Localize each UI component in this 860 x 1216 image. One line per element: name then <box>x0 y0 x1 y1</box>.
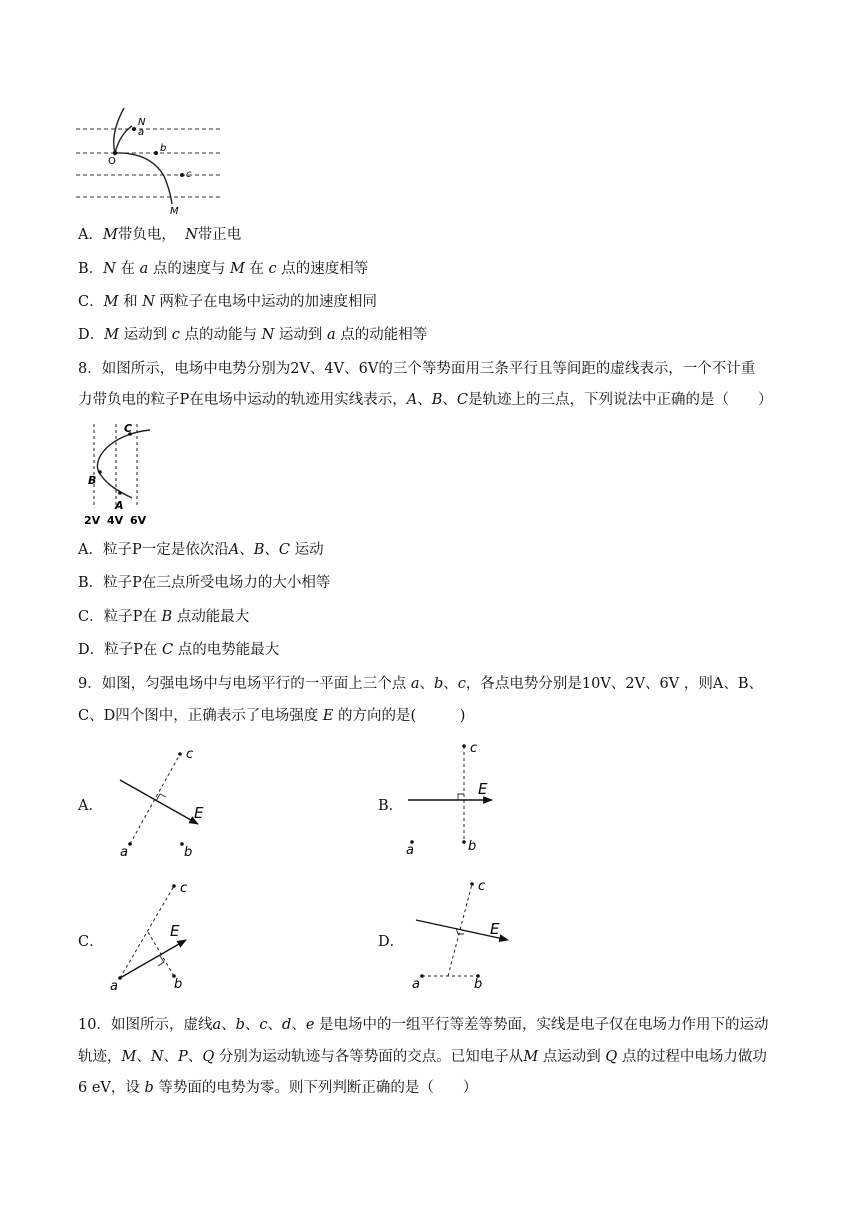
q7-label-b: b <box>160 143 167 154</box>
q7-point-b <box>154 151 158 155</box>
q9d-point-a <box>420 974 424 978</box>
q7-option-b: B．N 在 a 点的速度与 M 在 c 点的速度相等 <box>78 261 369 277</box>
q8-label-2v: 2V <box>84 514 101 527</box>
q9b-right-angle <box>458 794 464 800</box>
q9-figure-d <box>404 876 520 996</box>
q9-option-c-label: C． <box>78 934 104 950</box>
q8-label-6v: 6V <box>130 514 147 527</box>
q8-figure <box>80 420 160 530</box>
q9c-label-c: c <box>180 881 188 896</box>
q8-stem-line-2: 力带负电的粒子P在电场中运动的轨迹用实线表示，A、B、C是轨迹上的三点，下列说法中正确的是（ ） <box>78 392 773 408</box>
q7-label-c: c <box>186 169 192 180</box>
q9d-label-c: c <box>478 879 486 894</box>
q9a-label-c: c <box>186 747 194 762</box>
q8-stem-line-1: 8．如图所示，电场中电势分别为2V、4V、6V的三个等势面用三条平行且等间距的虚线表示，一个不计重 <box>78 361 756 377</box>
q8-point-b <box>98 470 102 474</box>
q8-trajectory <box>97 430 150 498</box>
q9b-label-e: E <box>478 780 488 798</box>
q9-option-a-label: A． <box>78 798 103 814</box>
q8-label-4v: 4V <box>107 514 124 527</box>
q9b-label-a: a <box>406 843 414 858</box>
q9c-label-a: a <box>110 979 118 994</box>
q8-label-b: B <box>88 474 97 487</box>
q9b-label-c: c <box>470 741 478 756</box>
q8-option-a: A．粒子P一定是依次沿A、B、C 运动 <box>78 542 324 558</box>
q9-figure-b <box>400 738 510 858</box>
q7-figure <box>72 104 232 216</box>
q9-stem-line-2: C、D四个图中，正确表示了电场强度 E 的方向的是( ) <box>78 708 466 724</box>
q8-point-a <box>118 491 122 495</box>
q9c-point-a <box>118 976 122 980</box>
q7-point-a <box>132 127 136 131</box>
q9c-right-angle <box>158 956 164 966</box>
q9c-field-line <box>120 940 186 978</box>
q9c-dashed-ac <box>120 886 174 978</box>
q9-option-d-label: D． <box>378 934 405 950</box>
q9-stem-line-1: 9．如图，匀强电场中与电场平行的一平面上三个点 a、b、c，各点电势分别是10V、2V、6V ，则A、B、 <box>78 676 763 692</box>
q9d-label-b: b <box>474 977 483 992</box>
q8-option-d: D．粒子P在 C 点的电势能最大 <box>78 642 280 658</box>
q9d-label-e: E <box>490 920 500 938</box>
q7-option-a: A．M带负电， N带正电 <box>78 227 242 243</box>
q9b-point-c <box>462 744 466 748</box>
q9a-field-line <box>120 780 198 824</box>
q9b-label-b: b <box>468 839 477 854</box>
q7-label-n: N <box>138 117 146 128</box>
q7-label-a: a <box>138 127 145 138</box>
q7-trajectory-n <box>114 108 132 153</box>
q9a-label-b: b <box>184 845 193 860</box>
q7-option-c: C．M 和 N 两粒子在电场中运动的加速度相同 <box>78 294 377 310</box>
q8-option-b: B．粒子P在三点所受电场力的大小相等 <box>78 575 331 591</box>
q9a-label-e: E <box>194 804 204 822</box>
q7-point-o <box>113 151 117 155</box>
q9c-label-b: b <box>174 977 183 992</box>
q9-option-b-label: B． <box>378 798 404 814</box>
q10-stem-line-3: 6 eV，设 b 等势面的电势为零。则下列判断正确的是（ ） <box>78 1080 478 1096</box>
q10-stem-line-2: 轨迹，M、N、P、Q 分别为运动轨迹与各等势面的交点。已知电子从M 点运动到 Q 点的过程中电场力做功 <box>78 1049 767 1065</box>
q9d-point-c <box>470 882 474 886</box>
q9-figure-a <box>108 744 218 860</box>
q8-option-c: C．粒子P在 B 点动能最大 <box>78 609 250 625</box>
q9a-point-c <box>178 752 182 756</box>
q9a-point-a <box>128 842 132 846</box>
q9c-point-c <box>172 884 176 888</box>
q9b-point-b <box>462 840 466 844</box>
q8-label-c: C <box>124 422 133 435</box>
q9c-label-e: E <box>170 922 180 940</box>
q7-point-c <box>180 173 184 177</box>
q8-label-a: A <box>115 499 124 512</box>
q7-label-m: M <box>170 206 179 216</box>
q7-label-o: O <box>108 156 116 167</box>
q9-figure-c <box>108 880 218 996</box>
q10-stem-line-1: 10．如图所示，虚线a、b、c、d、e 是电场中的一组平行等差等势面，实线是电子仅在电场力作用下的运动 <box>78 1017 769 1033</box>
q7-option-d: D．M 运动到 c 点的动能与 N 运动到 a 点的动能相等 <box>78 327 428 343</box>
q7-trajectory-m <box>115 153 172 204</box>
q9d-label-a: a <box>412 977 420 992</box>
q9a-label-a: a <box>120 845 128 860</box>
